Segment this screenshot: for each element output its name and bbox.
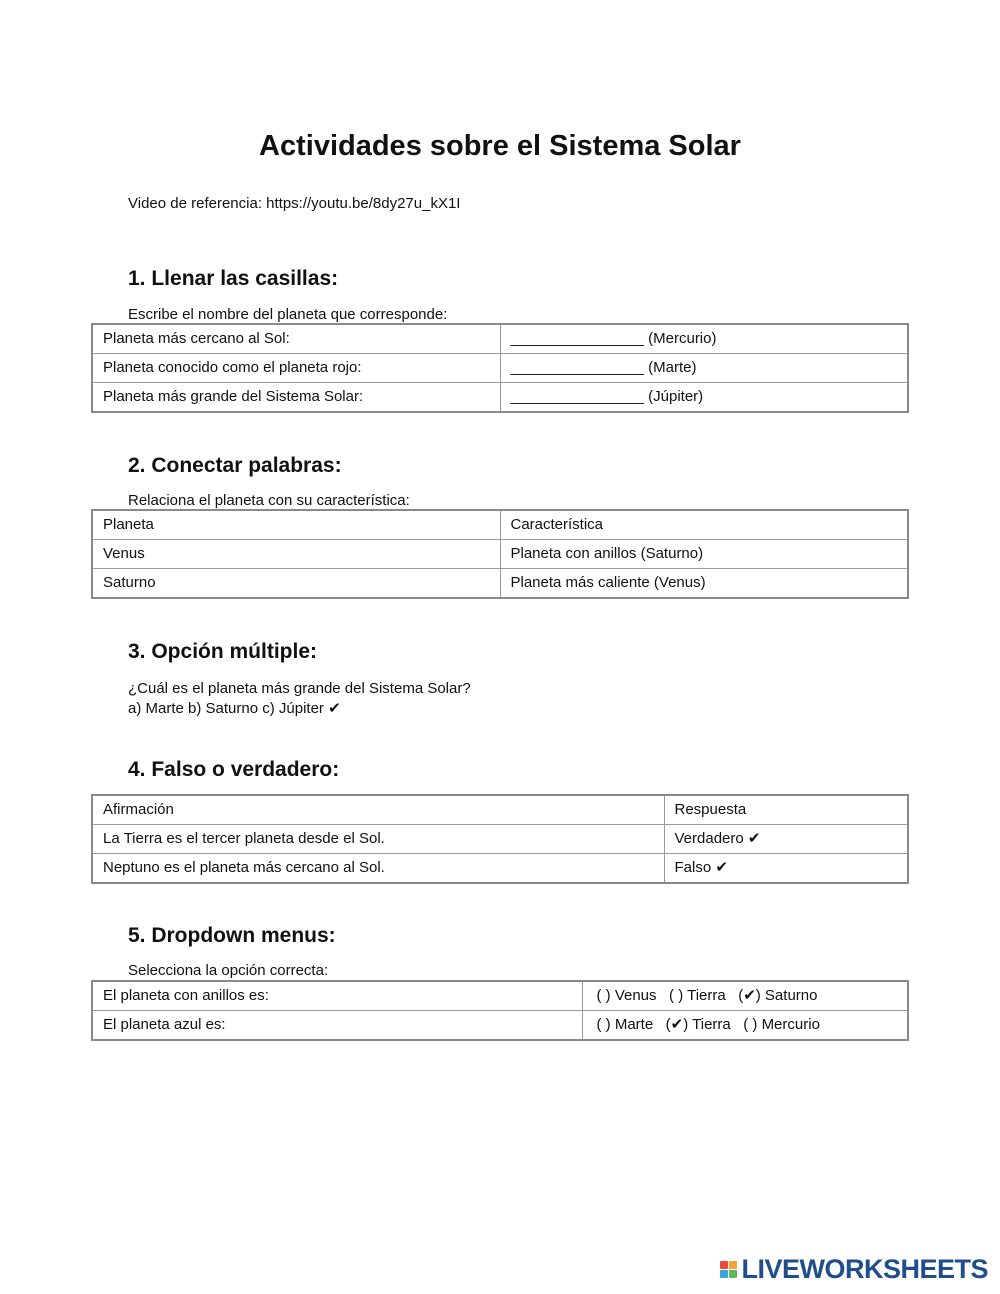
table-header-row <box>92 510 908 540</box>
multiple-choice-block <box>128 679 471 719</box>
section-1-heading: 1. Llenar las casillas: <box>128 267 339 290</box>
table-row <box>92 981 908 1011</box>
dropdown-question: El planeta con anillos es: <box>92 981 582 1011</box>
table-row <box>92 540 908 569</box>
connect-planet[interactable]: Saturno <box>92 569 500 599</box>
dropdown-options[interactable]: ( ) Marte (✔) Tierra ( ) Mercurio <box>582 1011 908 1041</box>
liveworksheets-logo <box>720 1254 988 1284</box>
table-row <box>92 825 908 854</box>
section-5-heading: 5. Dropdown menus: <box>128 924 336 947</box>
dropdown-options[interactable]: ( ) Venus ( ) Tierra (✔) Saturno <box>582 981 908 1011</box>
true-false-table <box>91 794 909 884</box>
table-row <box>92 354 908 383</box>
fill-answer-field[interactable]: ________________ (Mercurio) <box>500 324 908 354</box>
section-5-instruction: Selecciona la opción correcta: <box>128 962 329 979</box>
fill-question: Planeta conocido como el planeta rojo: <box>92 354 500 383</box>
section-4-heading: 4. Falso o verdadero: <box>128 758 340 781</box>
column-header: Planeta <box>92 510 500 540</box>
section-2-instruction: Relaciona el planeta con su característica: <box>128 492 410 509</box>
connect-characteristic[interactable]: Planeta más caliente (Venus) <box>500 569 908 599</box>
column-header: Característica <box>500 510 908 540</box>
table-row <box>92 1011 908 1041</box>
table-row <box>92 569 908 599</box>
logo-mark-icon <box>720 1261 737 1278</box>
connect-planet[interactable]: Venus <box>92 540 500 569</box>
logo-square <box>720 1270 728 1278</box>
multiple-choice-question: ¿Cuál es el planeta más grande del Sistema Solar? <box>128 680 471 697</box>
answer-select[interactable]: Verdadero ✔ <box>664 825 908 854</box>
logo-square <box>720 1261 728 1269</box>
logo-square <box>729 1270 737 1278</box>
page-title: Actividades sobre el Sistema Solar <box>259 130 741 162</box>
multiple-choice-options[interactable]: a) Marte b) Saturno c) Júpiter ✔ <box>128 700 341 717</box>
statement: La Tierra es el tercer planeta desde el Sol. <box>92 825 664 854</box>
answer-select[interactable]: Falso ✔ <box>664 854 908 884</box>
fill-question: Planeta más grande del Sistema Solar: <box>92 383 500 413</box>
dropdown-question: El planeta azul es: <box>92 1011 582 1041</box>
table-row <box>92 383 908 413</box>
fill-answer-field[interactable]: ________________ (Marte) <box>500 354 908 383</box>
column-header: Afirmación <box>92 795 664 825</box>
fill-question: Planeta más cercano al Sol: <box>92 324 500 354</box>
column-header: Respuesta <box>664 795 908 825</box>
table-row <box>92 854 908 884</box>
logo-text: LIVEWORKSHEETS <box>741 1253 988 1284</box>
section-2-heading: 2. Conectar palabras: <box>128 454 342 477</box>
fill-table <box>91 323 909 413</box>
logo-square <box>729 1261 737 1269</box>
table-header-row <box>92 795 908 825</box>
reference-video-link: Video de referencia: https://youtu.be/8dy27u_kX1I <box>128 195 461 212</box>
statement: Neptuno es el planeta más cercano al Sol. <box>92 854 664 884</box>
fill-answer-field[interactable]: ________________ (Júpiter) <box>500 383 908 413</box>
section-1-instruction: Escribe el nombre del planeta que corresponde: <box>128 306 448 323</box>
dropdown-table <box>91 980 909 1041</box>
connect-table <box>91 509 909 599</box>
connect-characteristic[interactable]: Planeta con anillos (Saturno) <box>500 540 908 569</box>
section-3-heading: 3. Opción múltiple: <box>128 640 318 663</box>
table-row <box>92 324 908 354</box>
